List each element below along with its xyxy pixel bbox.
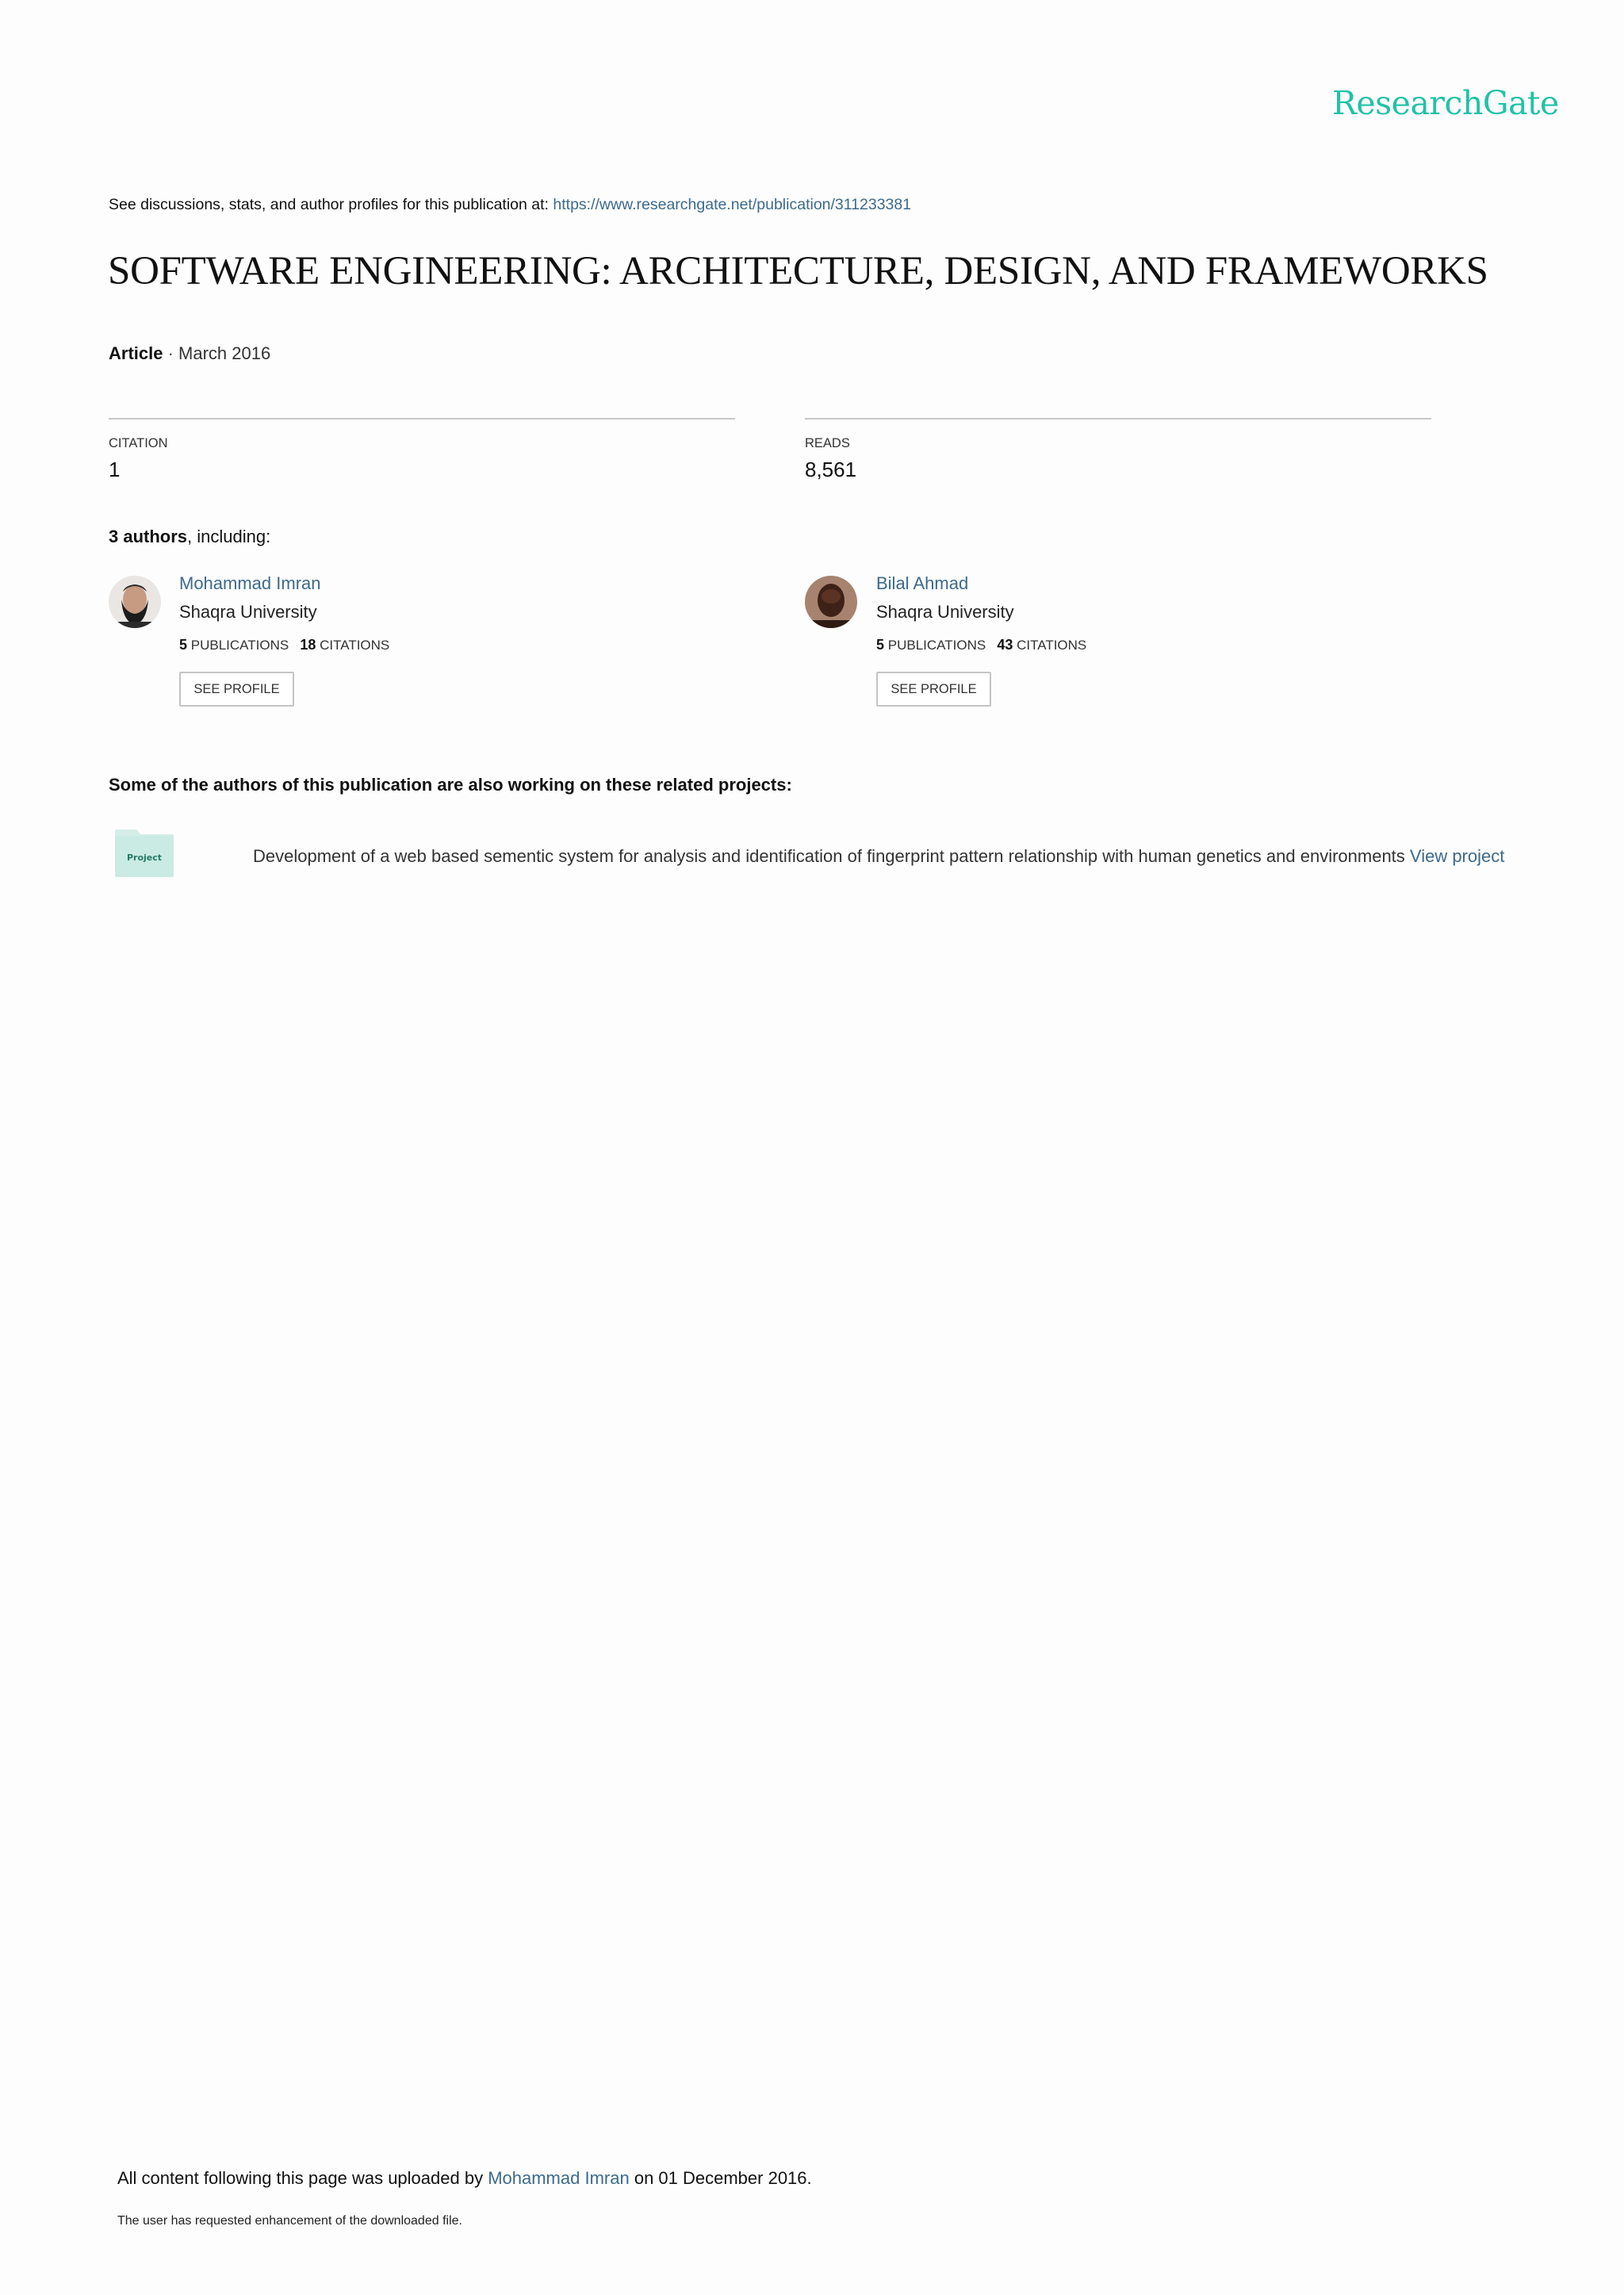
author-stats bbox=[179, 637, 389, 653]
discussion-line bbox=[109, 196, 911, 214]
project-icon-label: Project bbox=[126, 852, 163, 863]
authors-count: 3 authors bbox=[109, 527, 188, 546]
reads-count: 8,561 bbox=[805, 458, 857, 481]
author-photo-icon bbox=[109, 576, 161, 628]
citation-divider bbox=[109, 418, 735, 420]
citations-label: CITATIONS bbox=[1017, 638, 1087, 653]
author-name-link[interactable]: Bilal Ahmad bbox=[876, 573, 969, 593]
citations-count: 18 bbox=[300, 637, 316, 653]
publications-label: PUBLICATIONS bbox=[190, 638, 289, 653]
authors-summary bbox=[109, 527, 270, 547]
publication-type: Article bbox=[109, 343, 163, 363]
avatar[interactable] bbox=[109, 576, 161, 628]
author-name-link[interactable]: Mohammad Imran bbox=[179, 573, 321, 593]
author-photo-icon bbox=[805, 576, 857, 628]
citation-label: CITATION bbox=[109, 436, 168, 450]
author-stats bbox=[876, 637, 1086, 653]
project-folder-icon bbox=[115, 829, 174, 877]
reads-label: READS bbox=[805, 436, 850, 450]
see-profile-button[interactable]: SEE PROFILE bbox=[876, 672, 991, 707]
publications-label: PUBLICATIONS bbox=[887, 638, 986, 653]
author-affiliation: Shaqra University bbox=[179, 602, 317, 622]
citations-count: 43 bbox=[997, 637, 1013, 653]
project-entry bbox=[253, 846, 1504, 867]
upload-suffix: on 01 December 2016. bbox=[629, 2168, 812, 2188]
publications-count: 5 bbox=[179, 637, 188, 653]
citation-count: 1 bbox=[109, 458, 121, 481]
authors-suffix: , including: bbox=[187, 527, 271, 546]
researchgate-logo[interactable]: ResearchGate bbox=[1332, 84, 1559, 122]
meta-separator: · bbox=[163, 343, 179, 363]
publication-title: SOFTWARE ENGINEERING: ARCHITECTURE, DESIGN, AND FRAMEWORKS bbox=[108, 249, 1488, 293]
publication-meta bbox=[109, 343, 270, 364]
publications-count: 5 bbox=[876, 637, 885, 653]
see-profile-button[interactable]: SEE PROFILE bbox=[179, 672, 294, 707]
related-projects-heading: Some of the authors of this publication are also working on these related projects: bbox=[109, 775, 792, 795]
publication-date: March 2016 bbox=[178, 343, 271, 363]
publication-url-link[interactable]: https://www.researchgate.net/publication/311233381 bbox=[553, 196, 912, 213]
enhancement-note: The user has requested enhancement of the downloaded file. bbox=[117, 2214, 462, 2228]
citations-label: CITATIONS bbox=[320, 638, 390, 653]
upload-notice bbox=[117, 2168, 812, 2189]
discussion-prefix: See discussions, stats, and author profiles for this publication at: bbox=[109, 196, 553, 213]
uploader-link[interactable]: Mohammad Imran bbox=[488, 2168, 630, 2188]
project-description: Development of a web based sementic system for analysis and identification of fingerprint pattern relationship with human genetics and environments bbox=[253, 846, 1405, 866]
avatar[interactable] bbox=[805, 576, 857, 628]
author-affiliation: Shaqra University bbox=[876, 602, 1014, 622]
reads-divider bbox=[805, 418, 1431, 420]
view-project-link[interactable]: View project bbox=[1409, 846, 1505, 866]
upload-prefix: All content following this page was uploaded by bbox=[117, 2168, 488, 2188]
